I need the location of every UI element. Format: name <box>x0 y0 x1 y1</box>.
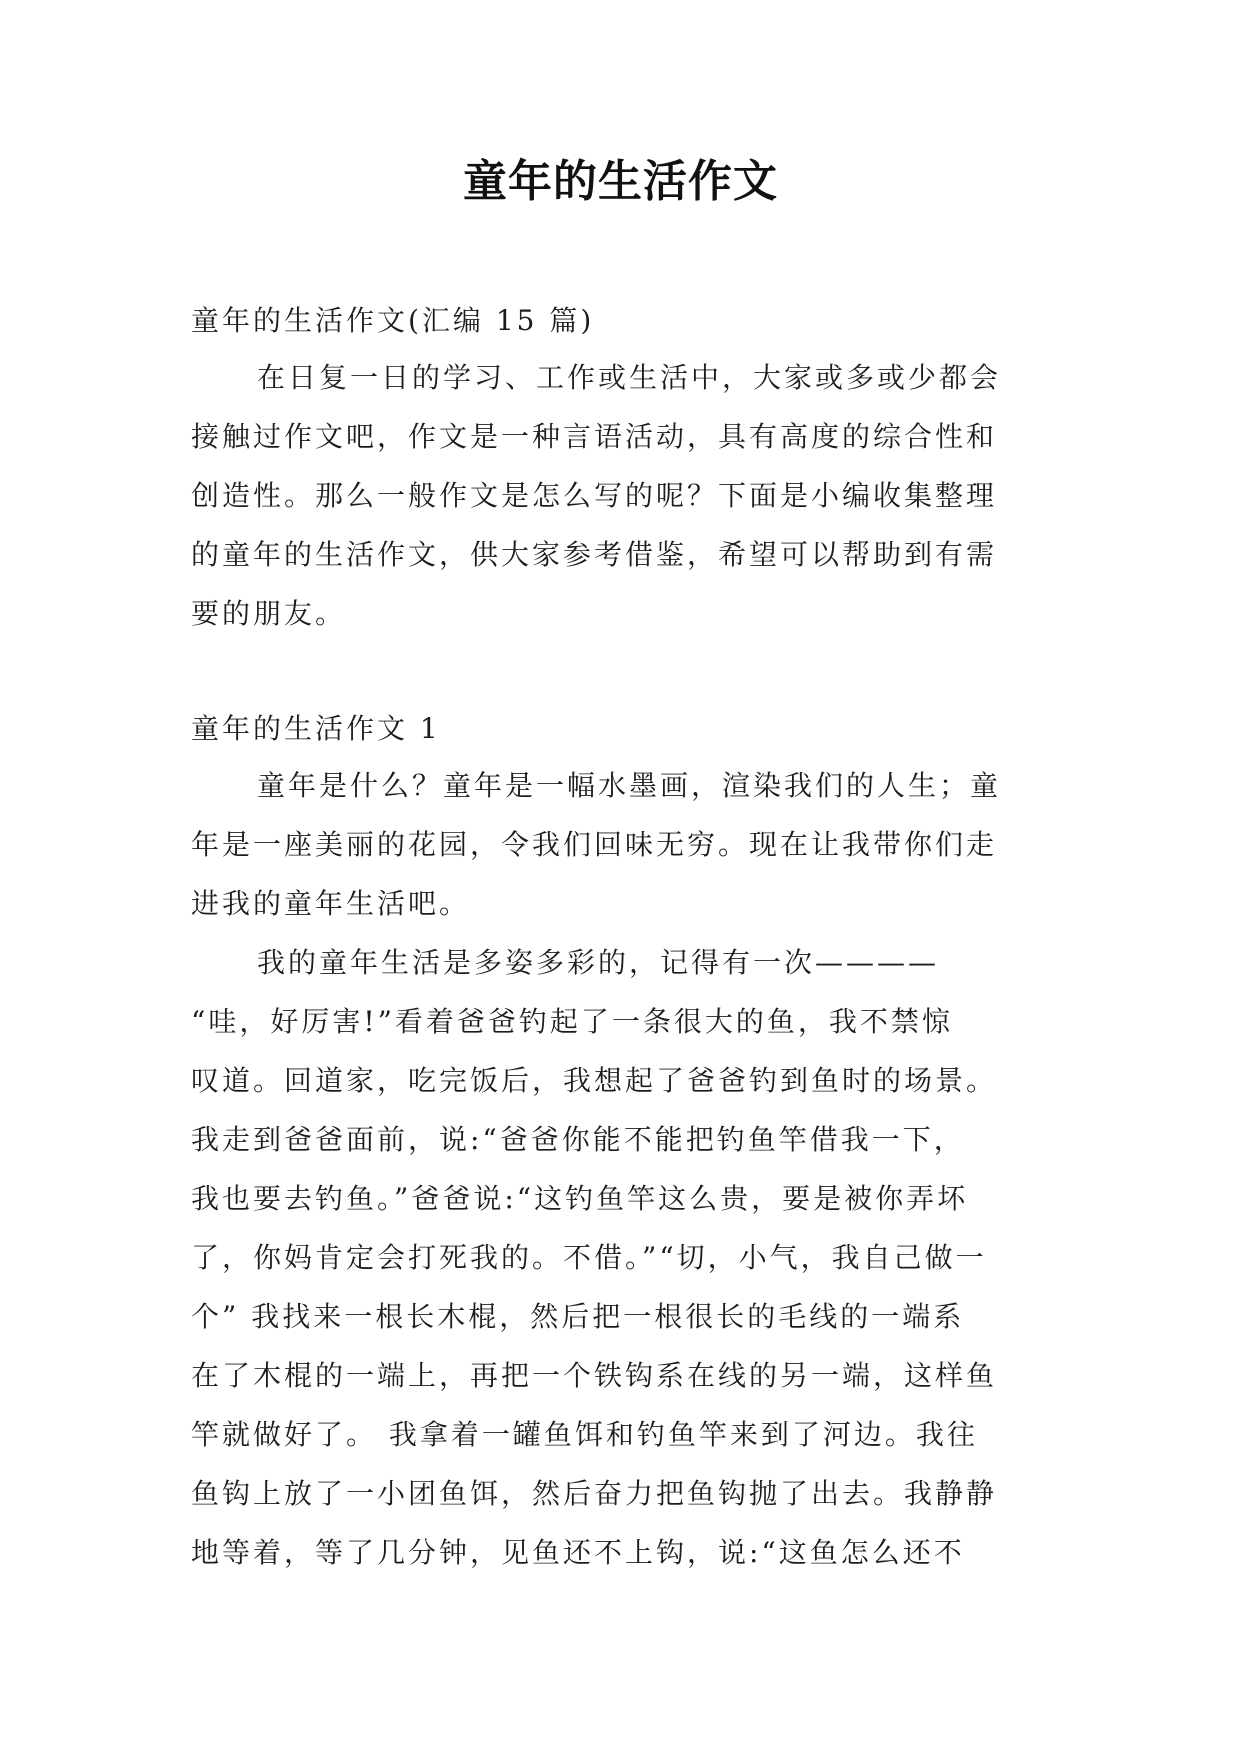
essay-heading <box>191 699 1053 758</box>
paragraph2-line: 个” 我找来一根长木棍，然后把一根很长的毛线的一端系 <box>191 1300 965 1333</box>
paragraph1-line: 年是一座美丽的花园，令我们回味无穷。现在让我带你们走 <box>191 828 998 861</box>
essay-body <box>191 756 1053 1582</box>
paragraph2-line: 我也要去钓鱼。”爸爸说:“这钓鱼竿这么贵，要是被你弄坏 <box>191 1182 969 1215</box>
paragraph2-line: 叹道。回道家，吃完饭后，我想起了爸爸钓到鱼时的场景。 <box>191 1064 998 1097</box>
paragraph2-line: 我走到爸爸面前，说:“爸爸你能不能把钓鱼竿借我一下， <box>191 1123 965 1156</box>
paragraph2-line: 了，你妈肯定会打死我的。不借。”“切，小气，我自己做一 <box>191 1241 987 1274</box>
subtitle-line: 童年的生活作文(汇编 15 篇) <box>191 304 595 337</box>
paragraph2-line: 竿就做好了。 我拿着一罐鱼饵和钓鱼竿来到了河边。我往 <box>191 1418 978 1451</box>
paragraph2-line: 地等着，等了几分钟，见鱼还不上钩，说:“这鱼怎么还不 <box>191 1536 965 1569</box>
intro-line: 接触过作文吧，作文是一种言语活动，具有高度的综合性和 <box>191 420 998 453</box>
intro-line: 在日复一日的学习、工作或生活中，大家或多或少都会 <box>257 361 1002 394</box>
essay-heading-line: 童年的生活作文 1 <box>191 712 441 745</box>
intro-line: 要的朋友。 <box>191 597 347 630</box>
intro-line: 创造性。那么一般作文是怎么写的呢？下面是小编收集整理 <box>191 479 998 512</box>
intro-line: 的童年的生活作文，供大家参考借鉴，希望可以帮助到有需 <box>191 538 998 571</box>
paragraph1-line: 进我的童年生活吧。 <box>191 887 471 920</box>
intro-paragraph <box>191 348 1053 643</box>
document-subtitle <box>191 291 1053 350</box>
paragraph2-line: 在了木棍的一端上，再把一个铁钩系在线的另一端，这样鱼 <box>191 1359 998 1392</box>
paragraph2-line: 鱼钩上放了一小团鱼饵，然后奋力把鱼钩抛了出去。我静静 <box>191 1477 998 1510</box>
document-title: 童年的生活作文 <box>463 156 778 207</box>
paragraph2-line: “哇，好厉害!”看着爸爸钓起了一条很大的鱼，我不禁惊 <box>191 1005 953 1038</box>
paragraph2-line: 我的童年生活是多姿多彩的，记得有一次———— <box>257 946 940 979</box>
paragraph1-line: 童年是什么？童年是一幅水墨画，渲染我们的人生；童 <box>257 769 1002 802</box>
